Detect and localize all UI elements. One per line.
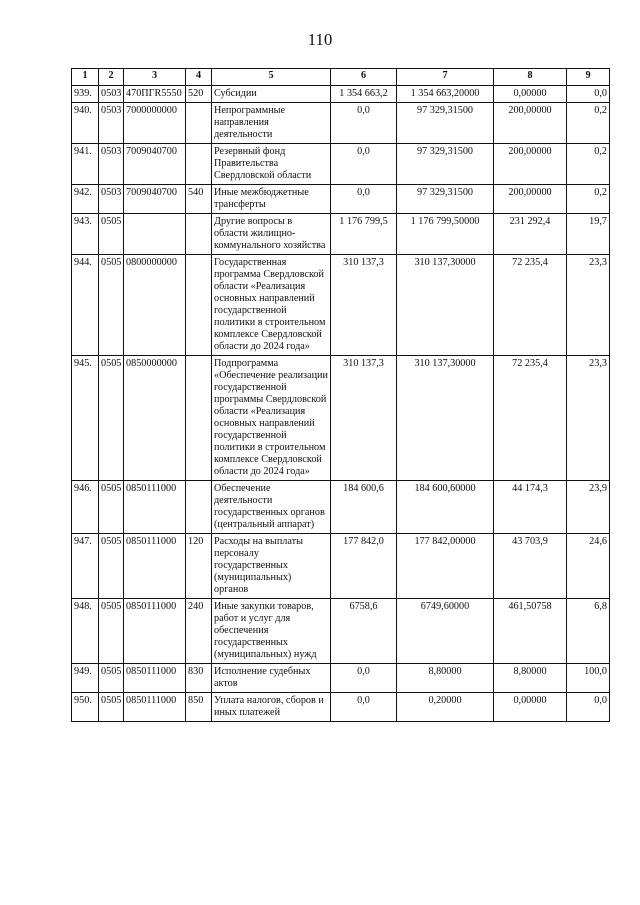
header-col-9: 9 — [567, 69, 610, 86]
col-8-value: 461,50758 — [494, 599, 567, 664]
item-name: Расходы на выплаты персоналу государственных (муниципальных) органов — [212, 534, 331, 599]
col-7-value: 8,80000 — [397, 664, 494, 693]
target-code: 0850111000 — [124, 599, 186, 664]
row-number: 947. — [72, 534, 99, 599]
col-8-value: 200,00000 — [494, 185, 567, 214]
col-7-value: 1 176 799,50000 — [397, 214, 494, 255]
table-row — [72, 144, 610, 185]
target-code: 0800000000 — [124, 255, 186, 356]
col-7-value: 177 842,00000 — [397, 534, 494, 599]
col-7-value: 310 137,30000 — [397, 255, 494, 356]
header-col-6: 6 — [331, 69, 397, 86]
target-code: 7000000000 — [124, 103, 186, 144]
row-number: 944. — [72, 255, 99, 356]
col-6-value: 0,0 — [331, 664, 397, 693]
item-name: Государственная программа Свердловской области «Реализация основных направлений государственной политики в строительном комплексе Свердловской области до 2024 года» — [212, 255, 331, 356]
item-name: Обеспечение деятельности государственных органов (центральный аппарат) — [212, 481, 331, 534]
table-row — [72, 214, 610, 255]
table-row — [72, 356, 610, 481]
table-row — [72, 481, 610, 534]
expense-type-code: 830 — [186, 664, 212, 693]
section-code: 0505 — [99, 599, 124, 664]
section-code: 0505 — [99, 693, 124, 722]
target-code: 0850111000 — [124, 693, 186, 722]
table-body — [72, 86, 610, 722]
table-row — [72, 255, 610, 356]
col-8-value: 72 235,4 — [494, 255, 567, 356]
row-number: 949. — [72, 664, 99, 693]
section-code: 0505 — [99, 214, 124, 255]
item-name: Уплата налогов, сборов и иных платежей — [212, 693, 331, 722]
table-row — [72, 534, 610, 599]
target-code: 0850111000 — [124, 481, 186, 534]
col-6-value: 0,0 — [331, 144, 397, 185]
target-code: 0850111000 — [124, 534, 186, 599]
header-col-1: 1 — [72, 69, 99, 86]
item-name: Непрограммные направления деятельности — [212, 103, 331, 144]
row-number: 945. — [72, 356, 99, 481]
expense-type-code — [186, 481, 212, 534]
col-6-value: 0,0 — [331, 185, 397, 214]
expense-type-code: 120 — [186, 534, 212, 599]
target-code: 470ПГR5550 — [124, 86, 186, 103]
target-code: 0850111000 — [124, 664, 186, 693]
item-name: Подпрограмма «Обеспечение реализации государственной программы Свердловской области «Реализация основных направлений государственной политики в строительном комплексе Свердловской области до 2024 года» — [212, 356, 331, 481]
section-code: 0505 — [99, 664, 124, 693]
item-name: Иные закупки товаров, работ и услуг для обеспечения государственных (муниципальных) нужд — [212, 599, 331, 664]
table-row — [72, 664, 610, 693]
section-code: 0505 — [99, 356, 124, 481]
section-code: 0503 — [99, 86, 124, 103]
item-name: Иные межбюджетные трансферты — [212, 185, 331, 214]
expense-type-code — [186, 144, 212, 185]
row-number: 943. — [72, 214, 99, 255]
col-9-value: 6,8 — [567, 599, 610, 664]
expense-type-code — [186, 356, 212, 481]
col-6-value: 0,0 — [331, 693, 397, 722]
item-name: Другие вопросы в области жилищно-коммунального хозяйства — [212, 214, 331, 255]
expense-type-code: 540 — [186, 185, 212, 214]
col-9-value: 24,6 — [567, 534, 610, 599]
col-9-value: 0,2 — [567, 144, 610, 185]
header-col-2: 2 — [99, 69, 124, 86]
col-6-value: 177 842,0 — [331, 534, 397, 599]
col-7-value: 184 600,60000 — [397, 481, 494, 534]
col-6-value: 184 600,6 — [331, 481, 397, 534]
expense-type-code: 520 — [186, 86, 212, 103]
col-8-value: 8,80000 — [494, 664, 567, 693]
col-9-value: 19,7 — [567, 214, 610, 255]
table-header-row — [72, 69, 610, 86]
col-7-value: 97 329,31500 — [397, 144, 494, 185]
col-7-value: 0,20000 — [397, 693, 494, 722]
col-7-value: 97 329,31500 — [397, 185, 494, 214]
header-col-5: 5 — [212, 69, 331, 86]
col-9-value: 100,0 — [567, 664, 610, 693]
page-number: 110 — [307, 30, 333, 49]
col-7-value: 310 137,30000 — [397, 356, 494, 481]
row-number: 940. — [72, 103, 99, 144]
col-9-value: 23,3 — [567, 356, 610, 481]
section-code: 0505 — [99, 481, 124, 534]
target-code: 7009040700 — [124, 144, 186, 185]
col-6-value: 310 137,3 — [331, 356, 397, 481]
col-6-value: 6758,6 — [331, 599, 397, 664]
row-number: 939. — [72, 86, 99, 103]
section-code: 0505 — [99, 255, 124, 356]
table-row — [72, 86, 610, 103]
expense-type-code: 850 — [186, 693, 212, 722]
item-name: Резервный фонд Правительства Свердловской области — [212, 144, 331, 185]
row-number: 950. — [72, 693, 99, 722]
col-9-value: 0,2 — [567, 185, 610, 214]
table-row — [72, 599, 610, 664]
col-6-value: 1 354 663,2 — [331, 86, 397, 103]
item-name: Исполнение судебных актов — [212, 664, 331, 693]
header-col-8: 8 — [494, 69, 567, 86]
col-8-value: 43 703,9 — [494, 534, 567, 599]
section-code: 0503 — [99, 185, 124, 214]
target-code — [124, 214, 186, 255]
section-code: 0503 — [99, 103, 124, 144]
col-7-value: 6749,60000 — [397, 599, 494, 664]
target-code: 0850000000 — [124, 356, 186, 481]
section-code: 0503 — [99, 144, 124, 185]
expense-type-code: 240 — [186, 599, 212, 664]
col-9-value: 23,3 — [567, 255, 610, 356]
row-number: 941. — [72, 144, 99, 185]
col-7-value: 97 329,31500 — [397, 103, 494, 144]
col-9-value: 23,9 — [567, 481, 610, 534]
col-9-value: 0,2 — [567, 103, 610, 144]
col-9-value: 0,0 — [567, 693, 610, 722]
col-6-value: 1 176 799,5 — [331, 214, 397, 255]
table-row — [72, 103, 610, 144]
col-7-value: 1 354 663,20000 — [397, 86, 494, 103]
header-col-7: 7 — [397, 69, 494, 86]
col-8-value: 72 235,4 — [494, 356, 567, 481]
expense-type-code — [186, 255, 212, 356]
table-row — [72, 693, 610, 722]
target-code: 7009040700 — [124, 185, 186, 214]
col-8-value: 231 292,4 — [494, 214, 567, 255]
row-number: 948. — [72, 599, 99, 664]
row-number: 946. — [72, 481, 99, 534]
col-8-value: 0,00000 — [494, 693, 567, 722]
col-8-value: 200,00000 — [494, 144, 567, 185]
expense-type-code — [186, 214, 212, 255]
col-9-value: 0,0 — [567, 86, 610, 103]
table-row — [72, 185, 610, 214]
row-number: 942. — [72, 185, 99, 214]
item-name: Субсидии — [212, 86, 331, 103]
section-code: 0505 — [99, 534, 124, 599]
col-8-value: 44 174,3 — [494, 481, 567, 534]
header-col-4: 4 — [186, 69, 212, 86]
col-8-value: 200,00000 — [494, 103, 567, 144]
col-6-value: 0,0 — [331, 103, 397, 144]
budget-table — [71, 68, 610, 722]
col-8-value: 0,00000 — [494, 86, 567, 103]
header-col-3: 3 — [124, 69, 186, 86]
col-6-value: 310 137,3 — [331, 255, 397, 356]
expense-type-code — [186, 103, 212, 144]
